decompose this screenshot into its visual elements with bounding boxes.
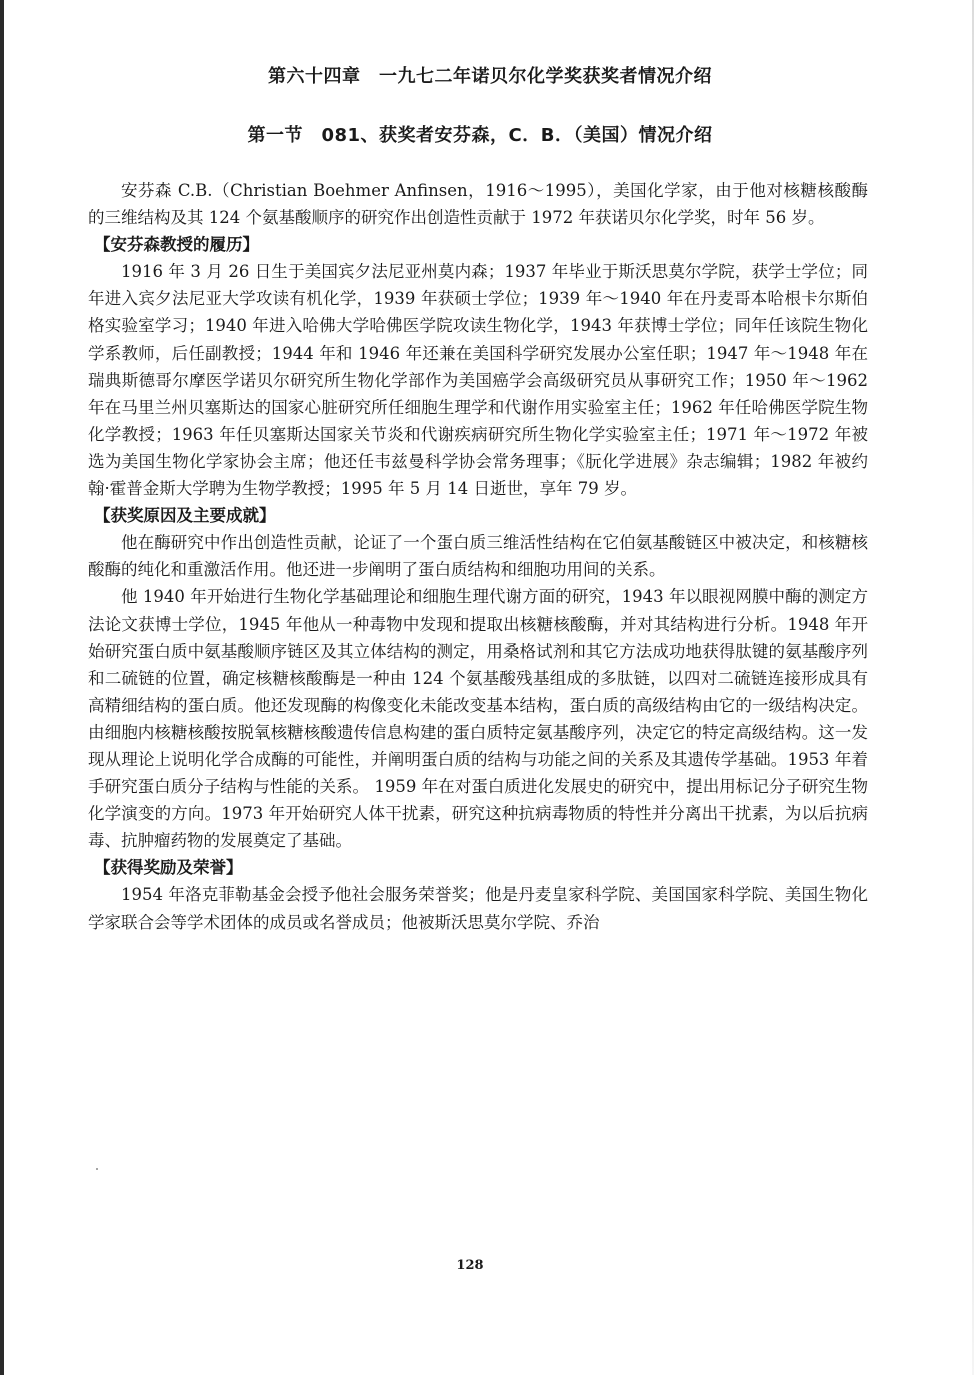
honors-paragraph: 1954 年洛克菲勒基金会授予他社会服务荣誉奖；他是丹麦皇家科学院、美国国家科学院、美国生物化学家联合会等学术团体的成员或名誉成员；他被斯沃思莫尔学院、乔治 <box>88 885 868 932</box>
achievement-paragraph-1: 他在酶研究中作出创造性贡献，论证了一个蛋白质三维活性结构在它伯氨基酸链区中被决定，和核糖核酸酶的纯化和重激活作用。他还进一步阐明了蛋白质结构和细胞功用间的关系。 <box>88 533 868 580</box>
achievement-heading: 【获奖原因及主要成就】 <box>94 506 276 526</box>
chapter-title: 第六十四章 一九七二年诺贝尔化学奖获奖者情况介绍 <box>268 66 712 87</box>
scan-edge-right <box>972 0 974 1375</box>
intro-paragraph: 安芬森 C.B.（Christian Boehmer Anfinsen，1916～1995），美国化学家，由于他对核糖核酸酶的三维结构及其 124 个氨基酸顺序的研究作出创造性贡献于 1972 年获诺贝尔化学奖，时年 56 岁。 <box>88 181 868 228</box>
scan-speck <box>96 1168 98 1170</box>
honors-heading: 【获得奖励及荣誉】 <box>94 858 243 878</box>
resume-heading: 【安芬森教授的履历】 <box>94 235 259 255</box>
section-title: 第一节 081、获奖者安芬森，C．B．（美国）情况介绍 <box>247 125 713 146</box>
scan-edge-left <box>0 0 4 1375</box>
resume-paragraph: 1916 年 3 月 26 日生于美国宾夕法尼亚州莫内森；1937 年毕业于斯沃思莫尔学院，获学士学位；同年进入宾夕法尼亚大学攻读有机化学，1939 年获硕士学位；1939 年～1940 年在丹麦哥本哈根卡尔斯伯格实验室学习；1940 年进入哈佛大学哈佛医学院攻读生物化学，1943 年获博士学位；同年任该院生物化学系教师，后任副教授；1944 年和 1946 年还兼在美国科学研究发展办公室任职；1947 年～1948 年在瑞典斯德哥尔摩医学诺贝尔研究所生物化学部作为美国癌学会高级研究员从事研究工作；1950 年～1962 年在马里兰州贝塞斯达的国家心脏研究所任细胞生理学和代谢作用实验室主任；1962 年任哈佛医学院生物化学教授；1963 年任贝塞斯达国家关节炎和代谢疾病研究所生物化学实验室主任；1971 年～1972 年被选为美国生物化学家协会主席；他还任韦兹曼科学协会常务理事；《朊化学进展》杂志编辑；1982 年被约翰·霍普金斯大学聘为生物学教授；1995 年 5 月 14 日逝世，享年 79 岁。 <box>88 262 868 499</box>
achievement-paragraph-2: 他 1940 年开始进行生物化学基础理论和细胞生理代谢方面的研究，1943 年以眼视网膜中酶的测定方法论文获博士学位，1945 年他从一种毒物中发现和提取出核糖核酸酶，并对其结构进行分析。1948 年开始研究蛋白质中氨基酸顺序链区及其立体结构的测定，用桑格试剂和其它方法成功地获得肽键的氨基酸序列和二硫链的位置，确定核糖核酸酶是一种由 124 个氨基酸残基组成的多肽链，以四对二硫链连接形成具有高精细结构的蛋白质。他还发现酶的构像变化未能改变基本结构，蛋白质的高级结构由它的一级结构决定。由细胞内核糖核酸按脱氧核糖核酸遗传信息构建的蛋白质特定氨基酸序列，决定它的特定高级结构。这一发现从理论上说明化学合成酶的可能性，并阐明蛋白质的结构与功能之间的关系及其遗传学基础。1953 年着手研究蛋白质分子结构与性能的关系。 1959 年在对蛋白质进化发展史的研究中，提出用标记分子研究生物化学演变的方向。1973 年开始研究人体干扰素，研究这种抗病毒物质的特性并分离出干扰素，为以后抗病毒、抗肿瘤药物的发展奠定了基础。 <box>88 587 868 851</box>
document-body <box>88 177 868 936</box>
page-number: 128 <box>456 1258 484 1273</box>
